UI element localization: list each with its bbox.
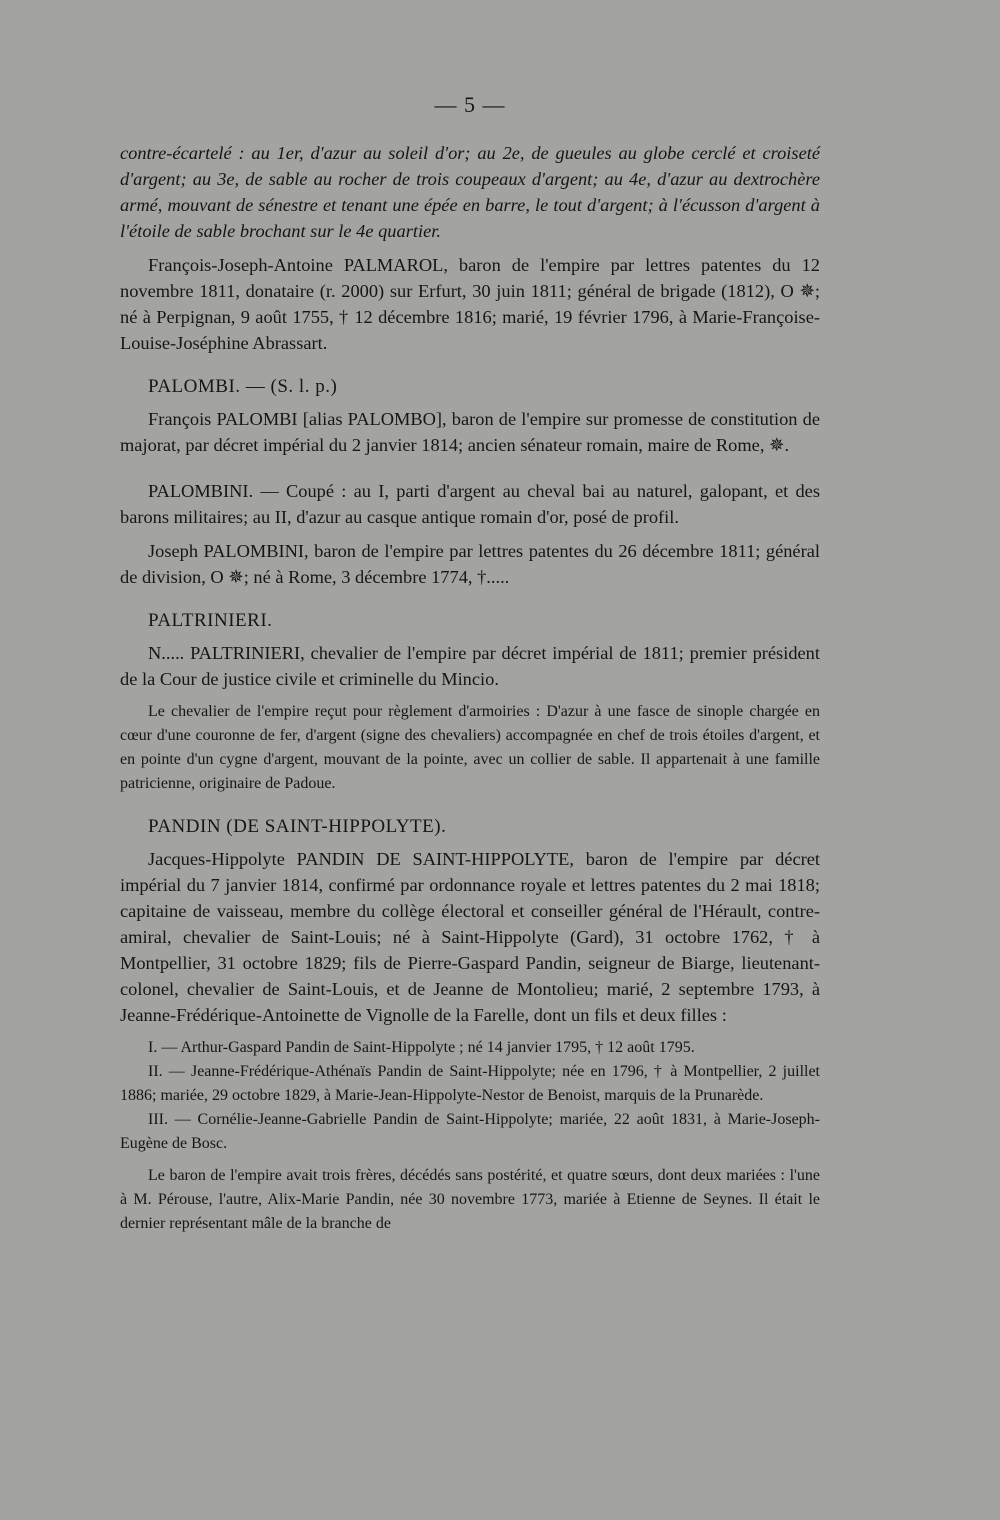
heading-palombini: PALOMBINI. — Coupé : au I, parti d'argent au cheval bai au naturel, galopant, et des barons militaires; au II, d'azur au casque antique romain d'or, posé de profil.: [120, 481, 820, 527]
entry-palmarol: François-Joseph-Antoine PALMAROL, baron de l'empire par lettres patentes du 12 novembre 1811, donataire (r. 2000) sur Erfurt, 30 juin 1811; général de brigade (1812), O ✵; né à Perpignan, 9 août 1755, † 12 décembre 1816; marié, 19 février 1796, à Marie-Françoise-Louise-Joséphine Abrassart.: [120, 255, 820, 353]
entry-paltrinieri: N..... PALTRINIERI, chevalier de l'empire par décret impérial de 1811; premier président de la Cour de justice civile et criminelle du Mincio.: [120, 643, 820, 689]
child-2: II. — Jeanne-Frédérique-Athénaïs Pandin de Saint-Hippolyte; née en 1796, † à Montpellier, 2 juillet 1886; mariée, 29 octobre 1829, à Marie-Jean-Hippolyte-Nestor de Benoist, marquis de la Prunarède.: [120, 1063, 820, 1104]
entry-palombi: François PALOMBI [alias PALOMBO], baron de l'empire sur promesse de constitution de majorat, par décret impérial du 2 janvier 1814; ancien sénateur romain, maire de Rome, ✵.: [120, 409, 820, 455]
child-3: III. — Cornélie-Jeanne-Gabrielle Pandin de Saint-Hippolyte; mariée, 22 août 1831, à Marie-Joseph-Eugène de Bosc.: [120, 1111, 820, 1152]
note-paltrinieri: Le chevalier de l'empire reçut pour règlement d'armoiries : D'azur à une fasce de sinople chargée en cœur d'une couronne de fer, d'argent (signe des chevaliers) accompagnée en chef de trois étoiles d'argent, et en pointe d'un cygne d'argent, mouvant de la pointe, avec un collier de sable. Il appartenait à une famille patricienne, originaire de Padoue.: [120, 703, 820, 792]
page-number: — 5 —: [434, 92, 506, 117]
note-pandin: Le baron de l'empire avait trois frères, décédés sans postérité, et quatre sœurs, dont deux mariées : l'une à M. Pérouse, l'autre, Alix-Marie Pandin, née 30 novembre 1773, mariée à Etienne de Seynes. Il était le dernier représentant mâle de la branche de: [120, 1167, 820, 1232]
entry-palombini: Joseph PALOMBINI, baron de l'empire par lettres patentes du 26 décembre 1811; général de division, O ✵; né à Rome, 3 décembre 1774, †.....: [120, 541, 820, 587]
entry-pandin: Jacques-Hippolyte PANDIN DE SAINT-HIPPOLYTE, baron de l'empire par décret impérial du 7 janvier 1814, confirmé par ordonnance royale et lettres patentes du 2 mai 1818; capitaine de vaisseau, membre du collège électoral et conseiller général de l'Hérault, contre-amiral, chevalier de Saint-Louis; né à Saint-Hippolyte (Gard), 31 octobre 1762, † à Montpellier, 31 octobre 1829; fils de Pierre-Gaspard Pandin, seigneur de Biarge, lieutenant-colonel, chevalier de Saint-Louis, et de Jeanne de Montolieu; marié, 2 septembre 1793, à Jeanne-Frédérique-Antoinette de Vignolle de la Farelle, dont un fils et deux filles :: [120, 849, 820, 1025]
heading-paltrinieri: PALTRINIERI.: [148, 610, 273, 631]
heading-palombi: PALOMBI. — (S. l. p.): [148, 376, 338, 397]
heading-pandin: PANDIN (DE SAINT-HIPPOLYTE).: [148, 816, 447, 837]
child-1: I. — Arthur-Gaspard Pandin de Saint-Hippolyte ; né 14 janvier 1795, † 12 août 1795.: [148, 1039, 695, 1056]
blazon-palmarol: contre-écartelé : au 1er, d'azur au soleil d'or; au 2e, de gueules au globe cerclé et croiseté d'argent; au 3e, de sable au rocher de trois coupeaux d'argent; au 4e, d'azur au dextrochère armé, mouvant de sénestre et tenant une épée en barre, le tout d'argent; à l'écusson d'argent à l'étoile de sable brochant sur le 4e quartier.: [120, 143, 820, 241]
